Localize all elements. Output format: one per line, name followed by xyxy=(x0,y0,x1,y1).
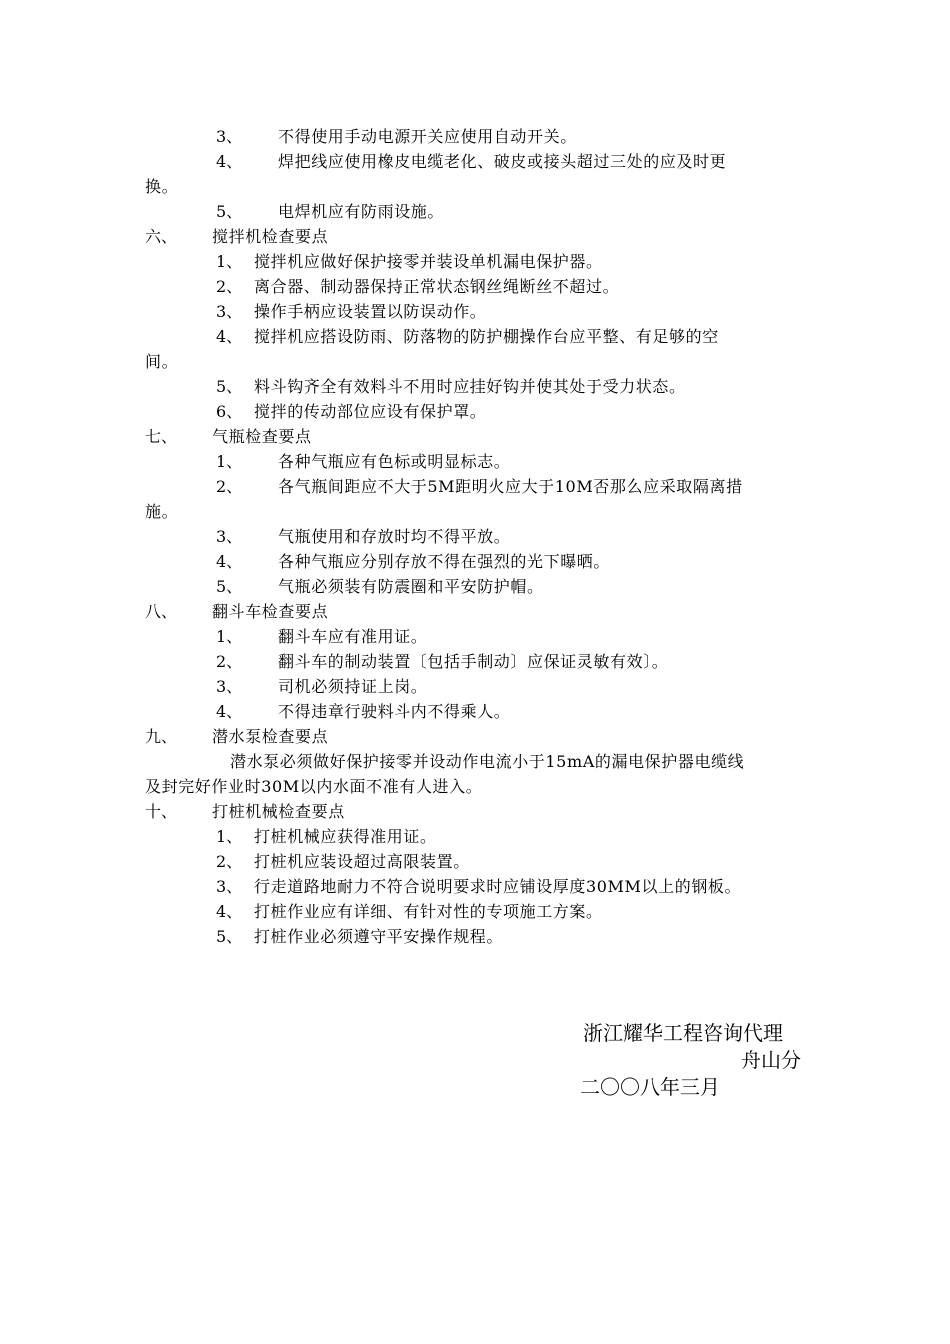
item-number: 3、 xyxy=(216,302,243,321)
item-text: 料斗钩齐全有效料斗不用时应挂好钩并使其处于受力状态。 xyxy=(254,377,686,396)
item-text: 操作手柄应设装置以防误动作。 xyxy=(254,302,487,321)
item-text-continuation: 换。 xyxy=(145,177,179,196)
section-number: 七、 xyxy=(145,427,178,446)
section-number: 六、 xyxy=(145,227,178,246)
paragraph-line: 潜水泵必须做好保护接零并设动作电流小于15mA的漏电保护器电缆线 xyxy=(230,752,745,771)
item-number: 6、 xyxy=(216,402,243,421)
item-text: 离合器、制动器保持正常状态钢丝绳断丝不超过。 xyxy=(254,277,620,296)
item-text: 打桩作业必须遵守平安操作规程。 xyxy=(254,927,504,946)
signature-company: 浙江耀华工程咨询代理 xyxy=(583,1021,783,1045)
item-text: 打桩机应装设超过高限装置。 xyxy=(254,852,470,871)
item-number: 3、 xyxy=(216,877,243,896)
item-text: 搅拌的传动部位应设有保护罩。 xyxy=(254,402,487,421)
section-title: 打桩机械检查要点 xyxy=(212,802,345,821)
item-text: 气瓶使用和存放时均不得平放。 xyxy=(278,527,511,546)
item-number: 1、 xyxy=(216,452,243,471)
item-text: 不得违章行驶料斗内不得乘人。 xyxy=(278,702,511,721)
item-number: 1、 xyxy=(216,252,243,271)
signature-date: 二〇〇八年三月 xyxy=(580,1075,720,1099)
item-text: 搅拌机应做好保护接零并装设单机漏电保护器。 xyxy=(254,252,603,271)
item-text: 司机必须持证上岗。 xyxy=(278,677,428,696)
item-text-continuation: 施。 xyxy=(145,502,179,521)
item-number: 4、 xyxy=(216,552,243,571)
section-title: 翻斗车检查要点 xyxy=(212,602,329,621)
item-number: 5、 xyxy=(216,927,243,946)
paragraph-line: 及封完好作业时30M以内水面不准有人进入。 xyxy=(145,777,483,796)
item-text: 搅拌机应搭设防雨、防落物的防护棚操作台应平整、有足够的空 xyxy=(254,327,719,346)
item-text: 打桩机械应获得准用证。 xyxy=(254,827,437,846)
item-number: 1、 xyxy=(216,827,243,846)
item-number: 5、 xyxy=(216,377,243,396)
item-text: 打桩作业应有详细、有针对性的专项施工方案。 xyxy=(254,902,603,921)
item-text: 各种气瓶应分别存放不得在强烈的光下曝晒。 xyxy=(278,552,611,571)
item-text: 翻斗车的制动装置〔包括手制动〕应保证灵敏有效〕。 xyxy=(278,652,669,671)
item-number: 3、 xyxy=(216,527,243,546)
section-number: 八、 xyxy=(145,602,178,621)
item-text: 翻斗车应有准用证。 xyxy=(278,627,428,646)
item-text: 焊把线应使用橡皮电缆老化、破皮或接头超过三处的应及时更 xyxy=(278,152,727,171)
item-number: 2、 xyxy=(216,477,243,496)
item-number: 5、 xyxy=(216,202,243,221)
item-number: 2、 xyxy=(216,652,243,671)
item-number: 5、 xyxy=(216,577,243,596)
item-text: 各气瓶间距应不大于5M距明火应大于10M否那么应采取隔离措 xyxy=(278,477,743,496)
item-number: 3、 xyxy=(216,677,243,696)
item-text: 行走道路地耐力不符合说明要求时应铺设厚度30MM以上的钢板。 xyxy=(254,877,742,896)
section-number: 十、 xyxy=(145,802,178,821)
item-number: 3、 xyxy=(216,127,243,146)
item-text: 不得使用手动电源开关应使用自动开关。 xyxy=(278,127,577,146)
item-text: 气瓶必须装有防震圈和平安防护帽。 xyxy=(278,577,544,596)
item-text: 各种气瓶应有色标或明显标志。 xyxy=(278,452,511,471)
item-number: 4、 xyxy=(216,902,243,921)
item-number: 1、 xyxy=(216,627,243,646)
item-text-continuation: 间。 xyxy=(145,352,179,371)
item-text: 电焊机应有防雨设施。 xyxy=(278,202,445,221)
section-title: 搅拌机检查要点 xyxy=(212,227,329,246)
section-title: 气瓶检查要点 xyxy=(212,427,312,446)
item-number: 4、 xyxy=(216,327,243,346)
item-number: 4、 xyxy=(216,702,243,721)
item-number: 2、 xyxy=(216,277,243,296)
section-number: 九、 xyxy=(145,727,178,746)
section-title: 潜水泵检查要点 xyxy=(212,727,329,746)
signature-branch: 舟山分 xyxy=(741,1048,801,1072)
item-number: 2、 xyxy=(216,852,243,871)
item-number: 4、 xyxy=(216,152,243,171)
